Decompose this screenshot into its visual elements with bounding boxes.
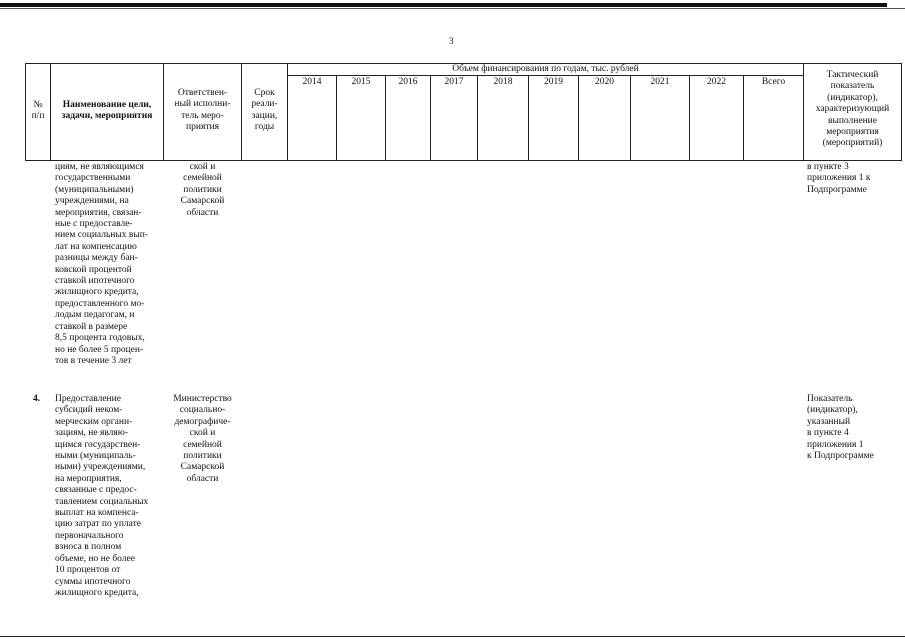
row-2-name: Предоставление субсидий неком- мерческим органи- зациям, не являю- щимся государствен- ными (муниципаль- ными) учреждениями, на мероприятия, связанные с предос- тавлением социальных выплат на компенса- цию затрат по уплате первоначального взноса в полном объеме, но не более 10 процентов от суммы ипотечного жилищного кредита, bbox=[55, 394, 149, 598]
top-border-thin bbox=[0, 8, 905, 9]
year-total: Всего bbox=[761, 77, 786, 87]
year-2014: 2014 bbox=[302, 77, 322, 87]
header-term: Срок реали- зации, годы bbox=[251, 88, 278, 133]
row-1-responsible: ской и семейной политики Самарской области bbox=[180, 162, 225, 218]
bottom-border bbox=[0, 636, 905, 637]
header-funding: Объем финансирования по годам, тыс. рублей bbox=[452, 64, 639, 74]
header-name: Наименование цели, задачи, мероприятия bbox=[61, 100, 153, 122]
row-2-num: 4. bbox=[33, 394, 41, 404]
year-2016: 2016 bbox=[398, 77, 418, 87]
year-2018: 2018 bbox=[493, 77, 513, 87]
header-num: № п/п bbox=[31, 100, 45, 122]
year-2015: 2015 bbox=[351, 77, 371, 87]
row-2-indicator: Показатель (индикатор), указанный в пункте 4 приложения 1 к Подпрограмме bbox=[807, 394, 874, 462]
top-border bbox=[0, 3, 887, 7]
row-1-indicator: в пункте 3 приложения 1 к Подпрограмме bbox=[807, 162, 871, 195]
row-1-name: циям, не являющимся государственными (муниципальными) учреждениями, на мероприятия, связан- ные с предоставле- нием социальных вып- лат на компенсацию разницы между бан- ковской процентой ставкой ипотечного жилищного кредита, предоставленного мо- лодым педагогам, и ставкой в размере 8,5 процента годовых, но не более 5 процен- тов в течение 3 лет bbox=[55, 162, 148, 366]
row-2-responsible: Министерство социально- демографиче- ской и семейной политики Самарской области bbox=[173, 394, 232, 484]
year-2020: 2020 bbox=[595, 77, 614, 87]
header-responsible: Ответствен- ный исполни- тель меро- приятия bbox=[174, 88, 231, 133]
page-number: 3 bbox=[449, 36, 454, 46]
year-2022: 2022 bbox=[707, 77, 726, 87]
header-indicator: Тактический показатель (индикатор), характеризующий выполнение мероприятия (мероприятий) bbox=[815, 70, 890, 149]
year-2017: 2017 bbox=[444, 77, 464, 87]
year-2021: 2021 bbox=[650, 77, 670, 87]
year-2019: 2019 bbox=[544, 77, 563, 87]
